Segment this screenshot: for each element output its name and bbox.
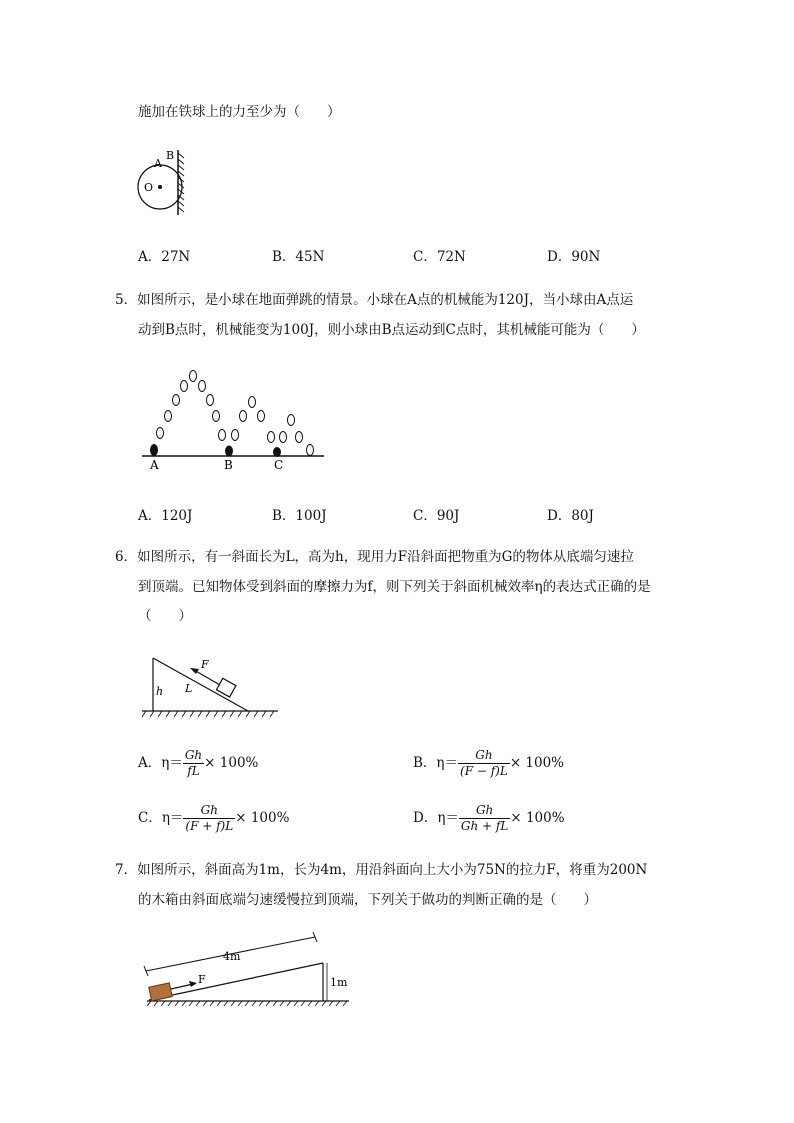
- label-o: O: [144, 181, 154, 194]
- label-a: A: [154, 157, 162, 170]
- label-height: 1m: [330, 976, 348, 989]
- ground-hatching: [142, 711, 274, 717]
- label-a: A: [150, 458, 159, 472]
- q6-stem-line1: 6．如图所示，有一斜面长为L，高为h，现用力F沿斜面把物重为G的物体从底端匀速拉: [115, 549, 634, 565]
- q5-option-b[interactable]: B．100J: [272, 508, 327, 524]
- force-arrowhead: [189, 981, 197, 987]
- q4-option-d[interactable]: D．90N: [547, 249, 601, 265]
- ground-hatching: [147, 1001, 347, 1006]
- q6-option-c[interactable]: [138, 803, 289, 834]
- option-prefix: D．η＝: [413, 810, 459, 826]
- q6-option-d[interactable]: [413, 803, 565, 834]
- label-length: 4m: [223, 950, 241, 963]
- q5-stem-line2: 动到B点时，机械能变为100J，则小球由B点运动到C点时，其机械能可能为（ ）: [138, 322, 645, 338]
- label-f: F: [201, 658, 209, 671]
- q7-stem-line2: 的木箱由斜面底端匀速缓慢拉到顶端，下列关于做功的判断正确的是（ ）: [138, 892, 597, 908]
- label-f: F: [198, 973, 206, 986]
- label-l: L: [185, 682, 193, 695]
- option-suffix: × 100%: [509, 755, 565, 771]
- option-suffix: × 100%: [510, 810, 565, 826]
- label-c: C: [274, 458, 284, 472]
- q7-figure: [143, 930, 353, 1010]
- q5-option-d[interactable]: D．80J: [547, 508, 594, 524]
- fraction: $\frac{Gh}{fL}$: [184, 748, 203, 778]
- option-prefix: C．η＝: [138, 810, 184, 826]
- fraction: $\frac{Gh}{(F + f)L}$: [185, 803, 234, 833]
- label-b: B: [224, 458, 233, 472]
- q5-option-c[interactable]: C．90J: [413, 508, 460, 524]
- block: [216, 678, 235, 697]
- fraction: $\frac{Gh}{(F - f)L}$: [460, 748, 508, 778]
- q4-option-a[interactable]: A．27N: [138, 249, 191, 265]
- ball-at-c: [273, 447, 281, 457]
- q7-stem-line1: 7．如图所示，斜面高为1m，长为4m，用沿斜面向上大小为75N的拉力F，将重为200N: [115, 862, 648, 878]
- ball-at-a: [150, 444, 158, 456]
- q4-option-b[interactable]: B．45N: [272, 249, 325, 265]
- bounce-balls: [157, 371, 314, 456]
- q6-figure: [142, 655, 282, 721]
- q4-option-c[interactable]: C．72N: [413, 249, 466, 265]
- force-arrowhead: [190, 668, 199, 674]
- q4-figure: [136, 145, 196, 220]
- q5-option-a[interactable]: A．120J: [138, 508, 193, 524]
- q4-stem-tail: 施加在铁球上的力至少为（ ）: [138, 104, 341, 120]
- q5-stem-line1: 5．如图所示，是小球在地面弹跳的情景。小球在A点的机械能为120J，当小球由A点运: [115, 292, 634, 308]
- label-h: h: [156, 685, 164, 698]
- q6-option-a[interactable]: [138, 748, 258, 779]
- option-prefix: B．η＝: [413, 755, 459, 771]
- q5-figure: [140, 368, 330, 473]
- incline-surface: [149, 963, 323, 1000]
- ball-at-b: [225, 446, 233, 457]
- force-arrow: [171, 984, 193, 989]
- label-b: B: [166, 149, 175, 162]
- q6-option-b[interactable]: [413, 748, 564, 779]
- wooden-box: [149, 983, 172, 1001]
- q6-stem-line2: 到顶端。已知物体受到斜面的摩擦力为f，则下列关于斜面机械效率η的表达式正确的是: [138, 579, 651, 595]
- ball-center-dot: [158, 185, 162, 189]
- option-prefix: A．η＝: [138, 755, 183, 771]
- fraction: $\frac{Gh}{Gh + fL}$: [460, 803, 509, 833]
- q6-stem-line3: （ ）: [138, 608, 192, 624]
- option-suffix: × 100%: [204, 755, 259, 771]
- option-suffix: × 100%: [235, 810, 290, 826]
